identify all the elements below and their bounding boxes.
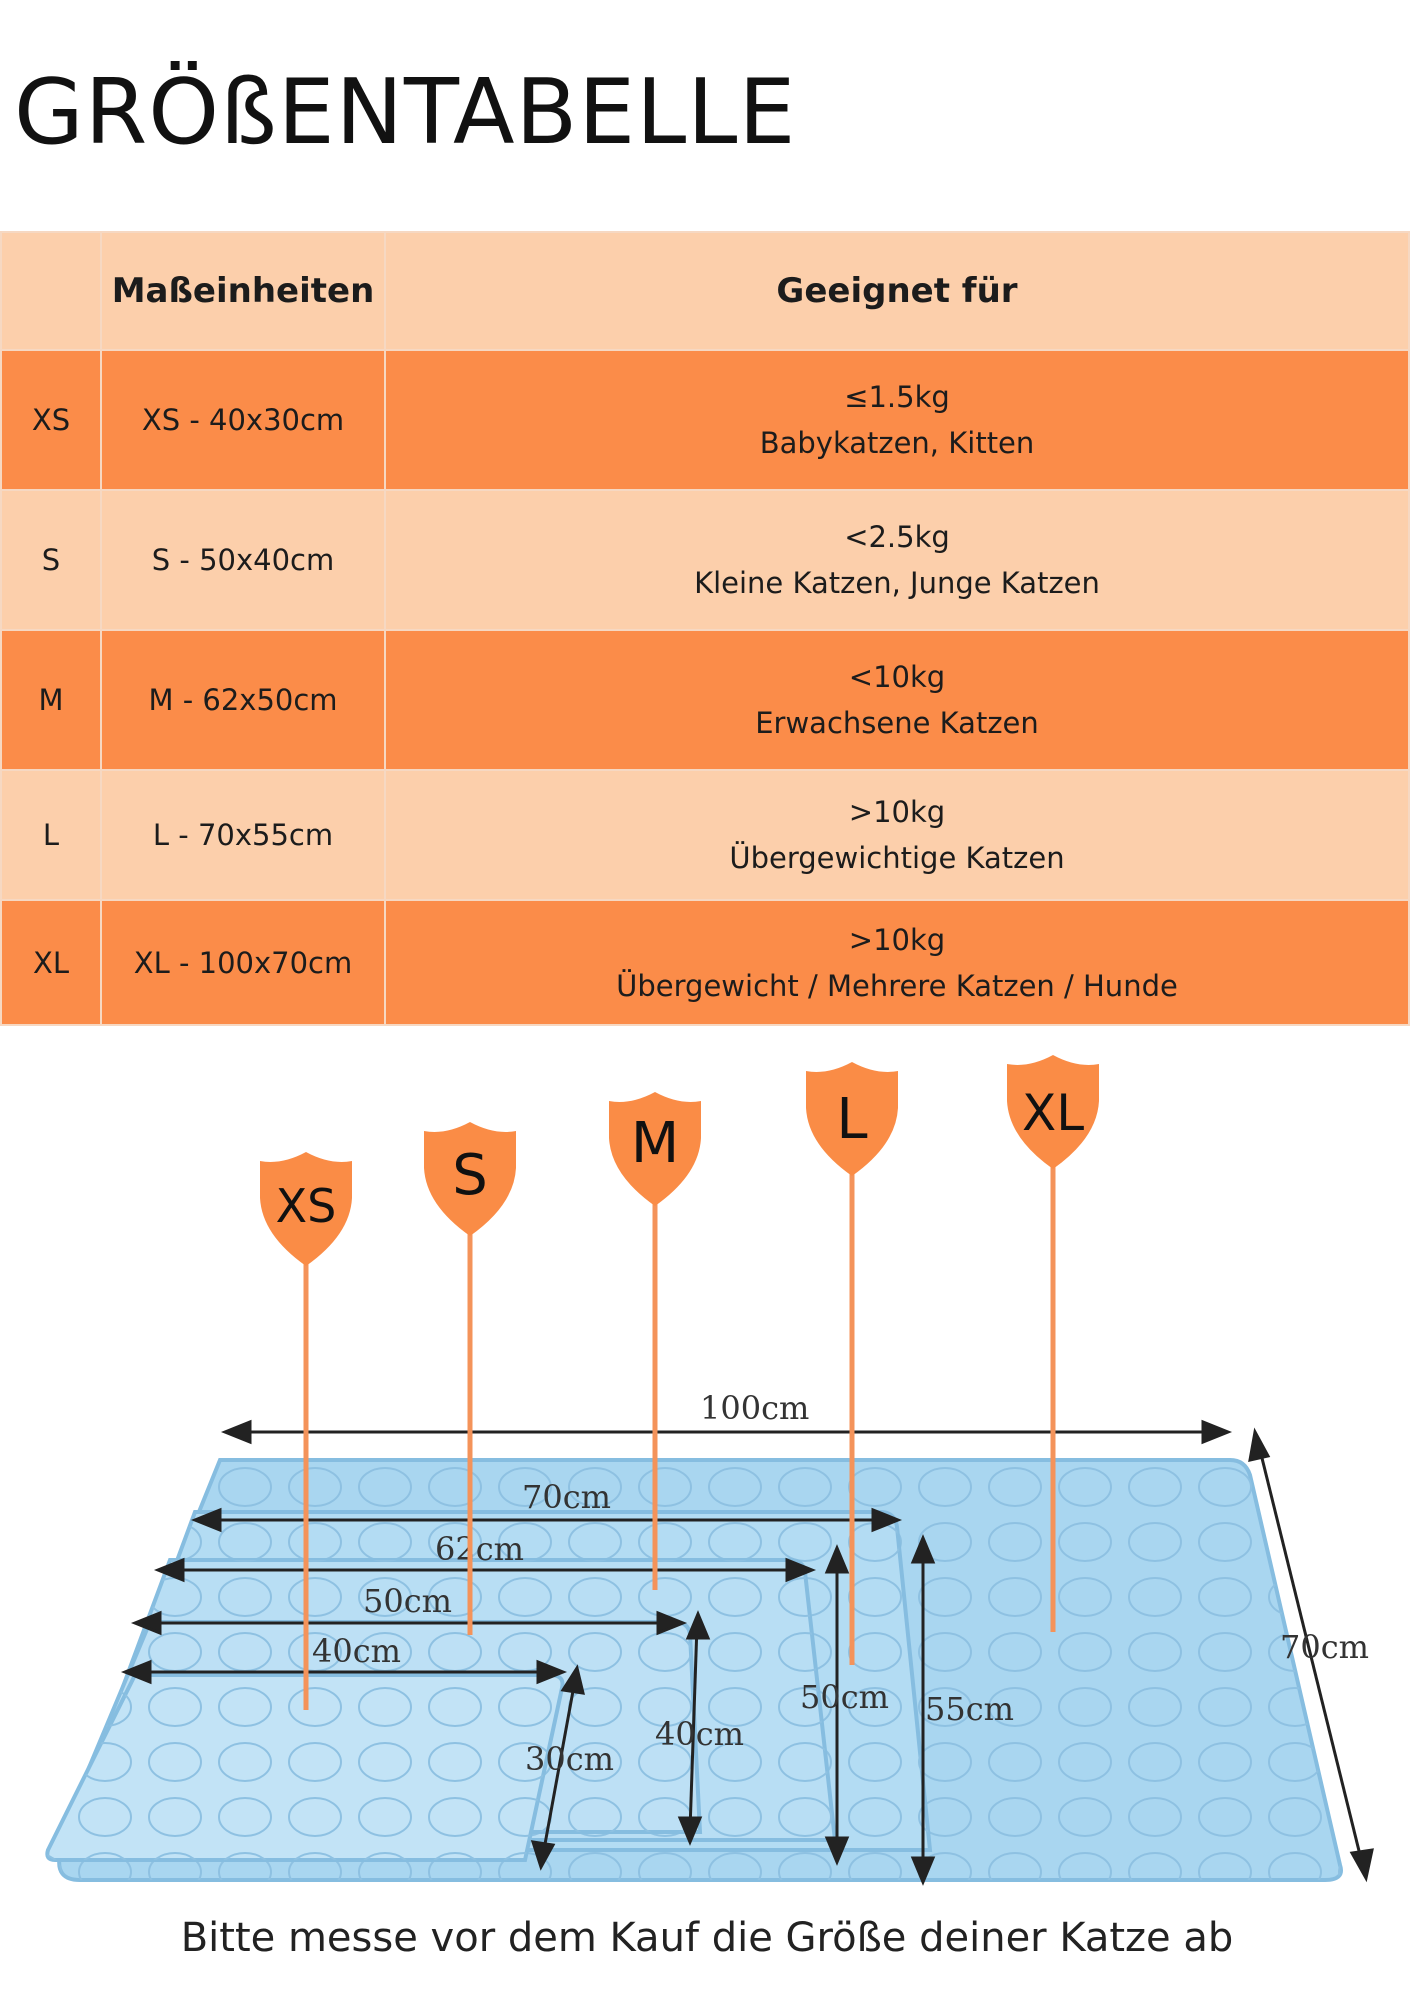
header-size xyxy=(1,232,101,350)
size-diagram xyxy=(0,1020,1414,1920)
badge-s xyxy=(424,1122,516,1236)
cell-fit xyxy=(385,900,1409,1025)
table-row xyxy=(1,900,1409,1025)
footer-note: Bitte messe vor dem Kauf die Größe deiner Katze ab xyxy=(180,1915,1234,1961)
header-fit: Geeignet für xyxy=(385,232,1409,350)
cell-fit-text: Übergewicht / Mehrere Katzen / Hunde xyxy=(616,968,1178,1003)
badge-l-label: L xyxy=(836,1087,868,1152)
badge-xs xyxy=(260,1152,352,1266)
cell-weight: <10kg xyxy=(848,660,946,694)
page-title: GRÖßENTABELLE xyxy=(14,60,797,165)
cell-measure: XS - 40x30cm xyxy=(101,350,385,490)
table-header-row xyxy=(1,232,1409,350)
label-55cm: 55cm xyxy=(925,1690,1014,1728)
cell-size: S xyxy=(1,490,101,630)
label-62cm: 62cm xyxy=(435,1530,524,1568)
badge-xl-label: XL xyxy=(1021,1084,1085,1142)
cell-fit-text: Erwachsene Katzen xyxy=(755,706,1039,740)
label-70cm: 70cm xyxy=(522,1478,611,1516)
badge-xs-label: XS xyxy=(275,1179,337,1233)
cell-fit xyxy=(385,630,1409,770)
cell-weight: ≤1.5kg xyxy=(844,380,950,414)
size-table xyxy=(0,231,1410,1026)
cell-fit xyxy=(385,770,1409,900)
cell-fit xyxy=(385,490,1409,630)
cell-fit-text: Kleine Katzen, Junge Katzen xyxy=(694,566,1100,600)
badge-xl xyxy=(1007,1055,1099,1169)
cell-measure: S - 50x40cm xyxy=(101,490,385,630)
table-row xyxy=(1,770,1409,900)
label-50cm: 50cm xyxy=(363,1582,452,1620)
header-measure: Maßeinheiten xyxy=(101,232,385,350)
cell-measure: L - 70x55cm xyxy=(101,770,385,900)
cell-weight: <2.5kg xyxy=(844,520,950,554)
cell-weight: >10kg xyxy=(848,922,946,957)
badge-m xyxy=(609,1092,701,1206)
cell-fit-text: Babykatzen, Kitten xyxy=(759,426,1035,460)
label-40cm: 40cm xyxy=(312,1632,401,1670)
label-70cm-height: 70cm xyxy=(1280,1628,1369,1666)
badge-m-label: M xyxy=(630,1111,680,1176)
badge-s-label: S xyxy=(452,1143,488,1208)
table-row xyxy=(1,630,1409,770)
label-100cm: 100cm xyxy=(700,1389,810,1427)
cell-fit-text: Übergewichtige Katzen xyxy=(729,841,1065,875)
cell-size: XS xyxy=(1,350,101,490)
cell-size: XL xyxy=(1,900,101,1025)
label-50cm-height: 50cm xyxy=(800,1678,889,1716)
table-row xyxy=(1,490,1409,630)
table-row xyxy=(1,350,1409,490)
cell-measure: XL - 100x70cm xyxy=(101,900,385,1025)
label-40cm-height: 40cm xyxy=(655,1715,744,1753)
cell-measure: M - 62x50cm xyxy=(101,630,385,770)
cell-fit xyxy=(385,350,1409,490)
label-30cm: 30cm xyxy=(525,1740,614,1778)
cell-weight: >10kg xyxy=(848,795,946,829)
cell-size: L xyxy=(1,770,101,900)
badge-l xyxy=(806,1062,898,1176)
cell-size: M xyxy=(1,630,101,770)
